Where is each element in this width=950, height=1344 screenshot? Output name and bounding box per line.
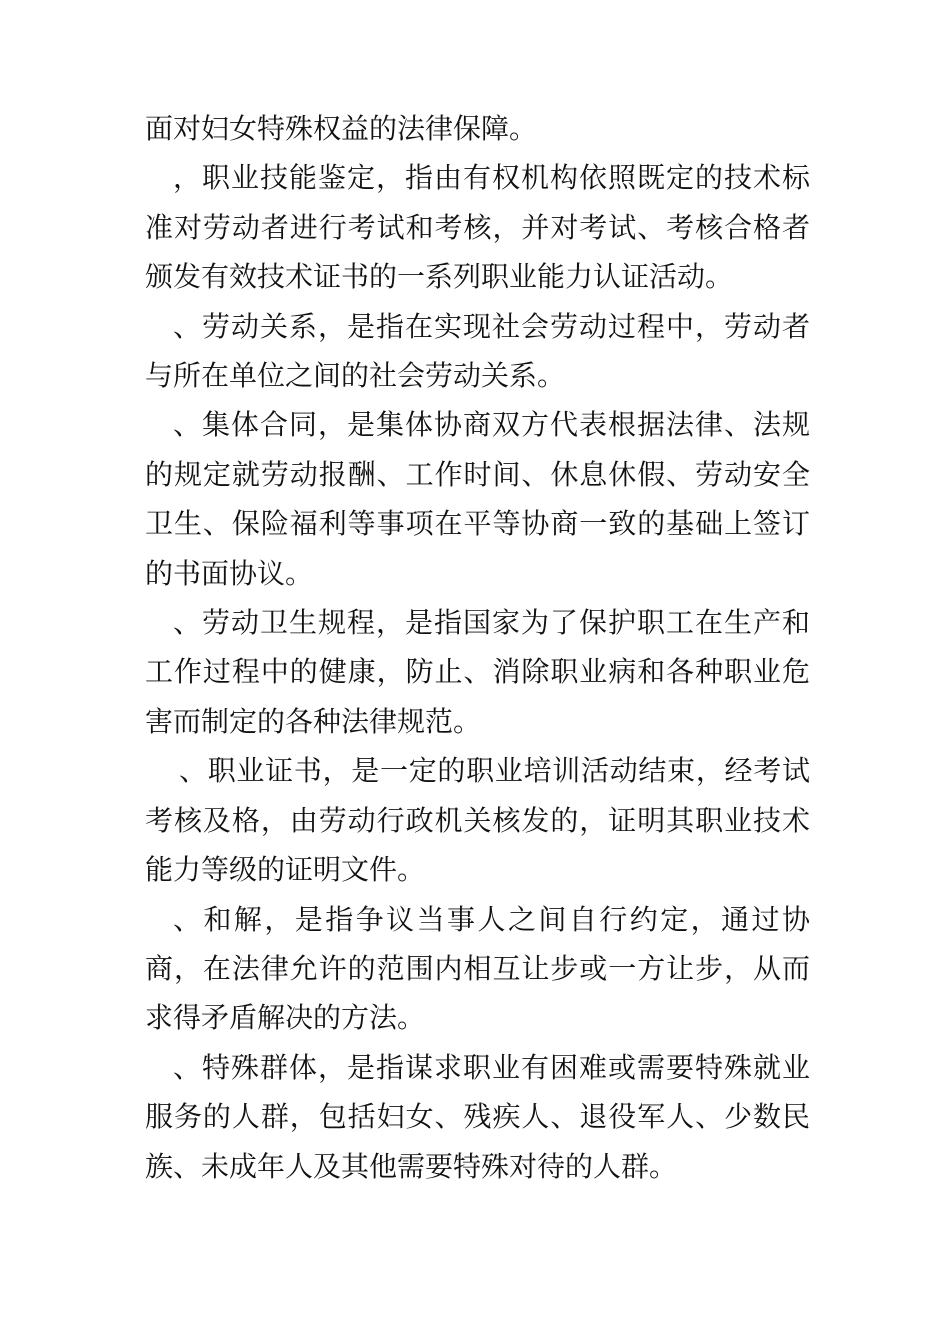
paragraph-collective-contract: 、集体合同，是集体协商双方代表根据法律、法规的规定就劳动报酬、工作时间、休息休假、劳动安全卫生、保险福利等事项在平等协商一致的基础上签订的书面协议。 bbox=[145, 408, 810, 590]
paragraph-reconciliation: 、和解，是指争议当事人之间自行约定，通过协商，在法律允许的范围内相互让步或一方让步，从而求得矛盾解决的方法。 bbox=[145, 902, 810, 1035]
paragraph-special-groups: 、特殊群体，是指谋求职业有困难或需要特殊就业服务的人群，包括妇女、残疾人、退役军人、少数民族、未成年人及其他需要特殊对待的人群。 bbox=[145, 1050, 810, 1183]
paragraph-labor-hygiene-rules: 、劳动卫生规程，是指国家为了保护职工在生产和工作过程中的健康，防止、消除职业病和各种职业危害而制定的各种法律规范。 bbox=[145, 606, 810, 738]
paragraph-continuation: 面对妇女特殊权益的法律保障。 bbox=[145, 112, 538, 145]
document-body bbox=[145, 104, 810, 1191]
paragraph-labor-relations: 、劳动关系，是指在实现社会劳动过程中，劳动者与所在单位之间的社会劳动关系。 bbox=[145, 309, 810, 393]
paragraph-vocational-certificate: 、职业证书，是一定的职业培训活动结束，经考试考核及格，由劳动行政机关核发的，证明其职业技术能力等级的证明文件。 bbox=[145, 754, 810, 887]
paragraph-vocational-skill-appraisal: ，职业技能鉴定，指由有权机构依照既定的技术标准对劳动者进行考试和考核，并对考试、考核合格者颁发有效技术证书的一系列职业能力认证活动。 bbox=[145, 161, 810, 294]
